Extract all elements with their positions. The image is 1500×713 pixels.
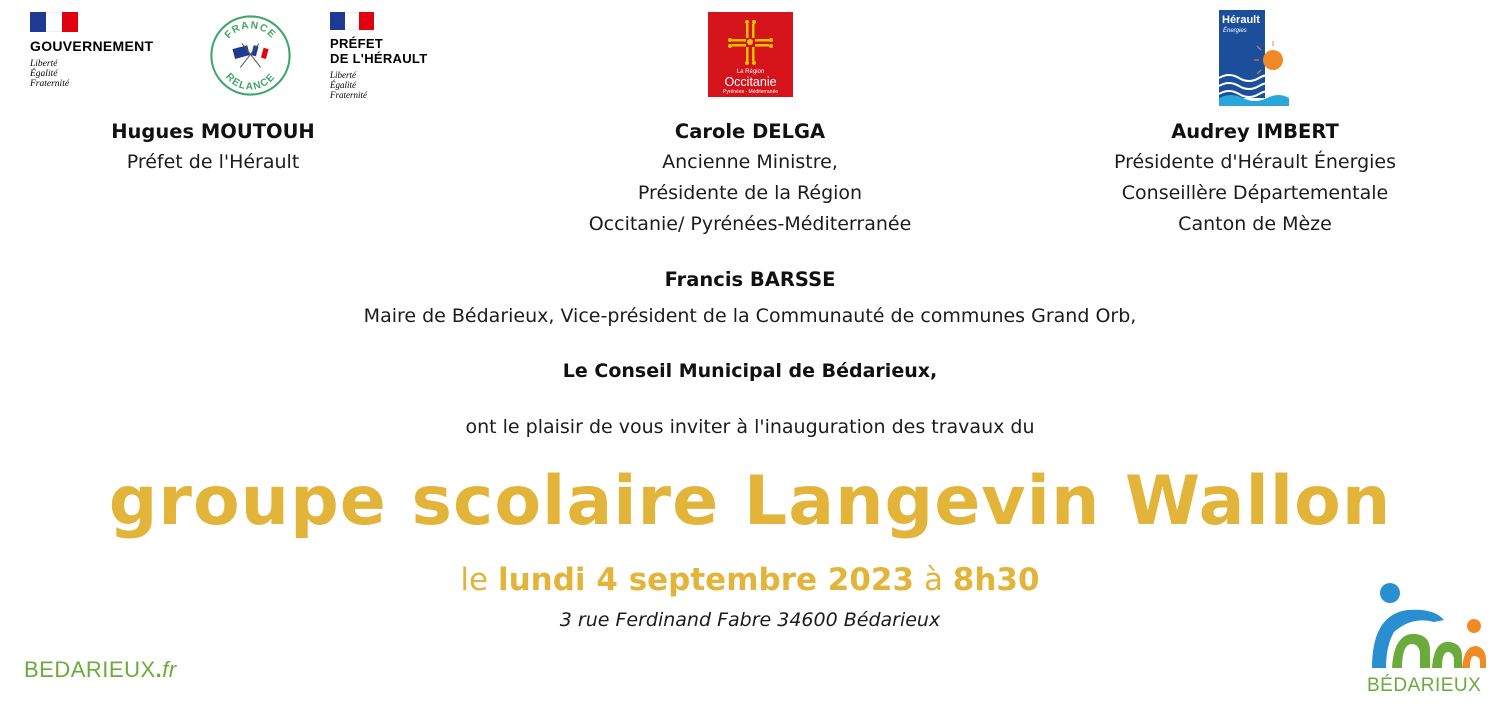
host-herault-energies bbox=[1075, 116, 1435, 240]
event-address: 3 rue Ferdinand Fabre 34600 Bédarieux bbox=[559, 609, 941, 631]
prefet-logo bbox=[330, 12, 460, 100]
occitanie-sub: Pyrénées - Méditerranée bbox=[722, 89, 779, 95]
host-role: Présidente de la Région bbox=[637, 182, 863, 204]
herault-energies-logo bbox=[1219, 10, 1289, 106]
occitanie-region-label: La Région bbox=[736, 69, 765, 75]
host-role: Conseillère Départementale bbox=[1121, 182, 1389, 204]
gouvernement-logo bbox=[30, 12, 200, 89]
site-name: BEDARIEUX bbox=[24, 657, 156, 682]
event-date bbox=[0, 562, 1500, 598]
date-prefix: le bbox=[460, 562, 489, 598]
invitation-text: ont le plaisir de vous inviter à l'inauguration des travaux du bbox=[465, 416, 1035, 438]
french-flag-icon bbox=[330, 12, 374, 30]
host-role: Ancienne Ministre, bbox=[662, 151, 838, 173]
host-name: Audrey IMBERT bbox=[1171, 120, 1339, 143]
relance-top-text: FRANCE bbox=[222, 20, 279, 42]
herault-sub: Énergies bbox=[1223, 28, 1247, 34]
event-title: groupe scolaire Langevin Wallon bbox=[108, 462, 1392, 541]
council-line: Le Conseil Municipal de Bédarieux, bbox=[562, 360, 938, 382]
french-flag-icon bbox=[30, 12, 78, 32]
mayor-name: Francis BARSSE bbox=[664, 268, 836, 291]
site-dot: . bbox=[155, 657, 163, 682]
host-role: Préfet de l'Hérault bbox=[126, 151, 300, 173]
relance-bottom-text: RELANCE bbox=[223, 71, 278, 93]
occitanie-name: Occitanie bbox=[724, 75, 777, 89]
republic-motto: Liberté Égalité Fraternité bbox=[330, 70, 367, 100]
france-relance-logo bbox=[208, 13, 293, 98]
republic-motto: Liberté Égalité Fraternité bbox=[30, 59, 70, 89]
occitanie-logo bbox=[708, 12, 793, 97]
bedarieux-town-logo-text: BÉDARIEUX bbox=[1367, 675, 1482, 696]
host-name: Carole DELGA bbox=[674, 120, 826, 143]
host-name: Hugues MOUTOUH bbox=[111, 120, 315, 143]
date-time: 8h30 bbox=[952, 562, 1040, 598]
date-day: lundi 4 septembre 2023 bbox=[497, 562, 915, 598]
host-region-president bbox=[520, 116, 980, 240]
host-prefet bbox=[63, 116, 363, 178]
host-role: Occitanie/ Pyrénées-Méditerranée bbox=[588, 213, 912, 235]
mayor-role: Maire de Bédarieux, Vice-président de la Communauté de communes Grand Orb, bbox=[363, 305, 1137, 327]
prefet-title: PRÉFET DE L'HÉRAULT bbox=[330, 36, 428, 66]
gouvernement-title: GOUVERNEMENT bbox=[30, 38, 154, 54]
host-role: Canton de Mèze bbox=[1178, 213, 1332, 235]
site-tld: fr bbox=[162, 657, 177, 682]
host-role: Présidente d'Hérault Énergies bbox=[1113, 151, 1397, 173]
bedarieux-site-logo bbox=[24, 657, 177, 683]
herault-name: Hérault bbox=[1222, 14, 1260, 26]
date-connector: à bbox=[923, 562, 943, 598]
